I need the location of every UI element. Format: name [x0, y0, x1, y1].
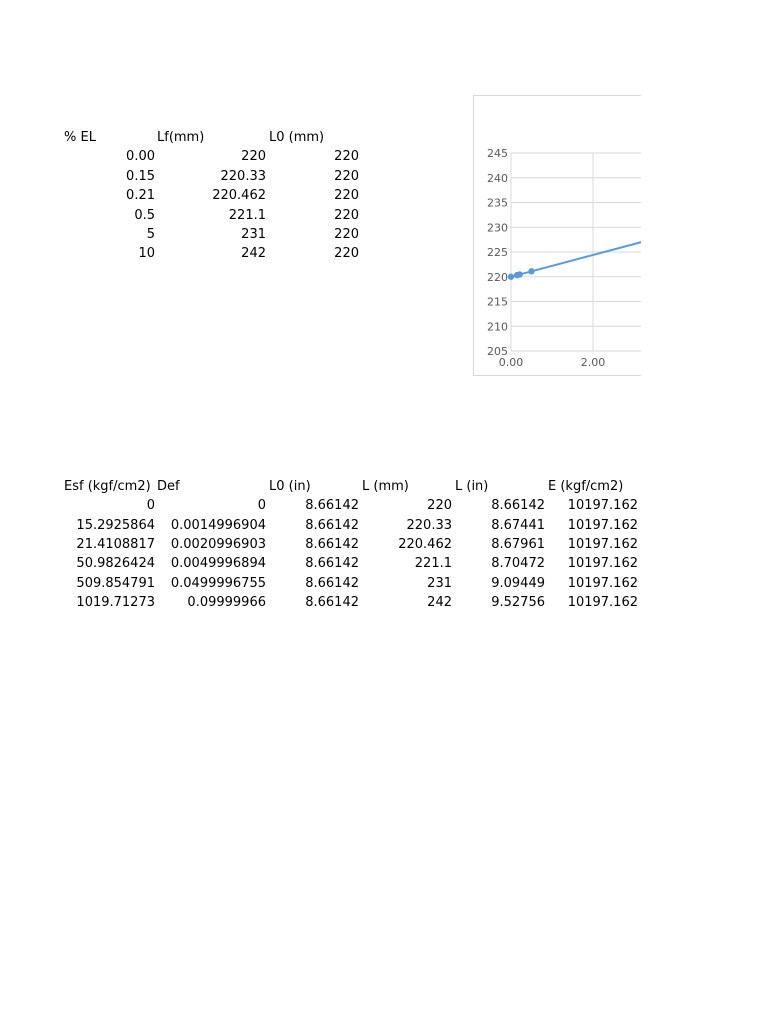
table2-cell: 0.0014996904: [170, 517, 266, 533]
table2-header-5: L (in): [455, 479, 489, 494]
y-tick-label: 245: [487, 147, 508, 160]
table2-cell: 50.9826424: [76, 556, 155, 572]
table2-header-6: E (kgf/cm2): [548, 479, 624, 494]
y-tick-label: 235: [487, 196, 508, 210]
table1-cell: 220.462: [212, 188, 266, 204]
chart-plot: [474, 96, 641, 375]
table2-cell: 0: [257, 498, 266, 514]
table2-cell: 0.0499996755: [170, 575, 266, 591]
y-tick-label: 210: [487, 320, 508, 334]
table2-cell: 221.1: [414, 556, 452, 572]
table2-cell: 15.2925864: [76, 517, 155, 533]
table1-cell: 0.21: [126, 188, 155, 204]
data-point[interactable]: [516, 271, 522, 277]
table2-cell: 10197.162: [567, 556, 638, 572]
table2-cell: 8.67961: [491, 536, 545, 552]
table1-cell: 0.5: [134, 207, 155, 223]
table2-cell: 21.4108817: [76, 536, 155, 552]
table1-header-2: Lf(mm): [157, 130, 205, 145]
table2-cell: 1019.71273: [76, 594, 155, 610]
y-tick-label: 220: [487, 270, 508, 284]
table2-cell: 509.854791: [76, 575, 155, 591]
table1-cell: 220: [241, 149, 266, 165]
table2-cell: 220.33: [406, 517, 452, 533]
table2-cell: 220.462: [398, 536, 452, 552]
table2-cell: 8.66142: [305, 594, 359, 610]
table2-cell: 9.52756: [491, 594, 545, 610]
table2-cell: 10197.162: [567, 594, 638, 610]
table2-cell: 0.0020996903: [170, 536, 266, 552]
table2-header-2: Def: [157, 479, 180, 494]
y-tick-label: 225: [487, 246, 508, 259]
table1-cell: 242: [241, 246, 266, 262]
table1-cell: 10: [138, 246, 155, 262]
table1-cell: 220: [334, 188, 359, 204]
table1-cell: 220: [334, 246, 359, 262]
table2-cell: 0.0049996894: [170, 556, 266, 572]
table1-cell: 220: [334, 227, 359, 242]
series-line: [511, 168, 641, 277]
table2-cell: 8.66142: [491, 498, 545, 514]
table1-cell: 220.33: [220, 168, 266, 184]
y-tick-label: 215: [487, 295, 508, 309]
table1-cell: 0.00: [126, 149, 155, 165]
y-tick-label: 230: [487, 221, 508, 235]
table2-cell: 9.09449: [491, 575, 545, 591]
table2-header-4: L (mm): [362, 479, 409, 494]
table1-cell: 0.15: [126, 168, 155, 184]
table2-cell: 10197.162: [567, 575, 638, 591]
table2-header-3: L0 (in): [269, 479, 311, 494]
table1-cell: 231: [241, 227, 266, 242]
table2-cell: 8.70472: [491, 556, 545, 572]
y-tick-label: 240: [487, 171, 508, 185]
table1-cell: 220: [334, 168, 359, 184]
data-point[interactable]: [508, 274, 514, 280]
table2-cell: 8.66142: [305, 498, 359, 514]
table2-cell: 220: [427, 498, 452, 514]
table1-cell: 5: [146, 227, 155, 242]
y-tick-label: 205: [487, 345, 508, 358]
table1-cell: 220: [334, 149, 359, 165]
elongation-chart[interactable]: [473, 95, 641, 376]
x-tick-label: 0.00: [498, 356, 524, 369]
x-tick-label: 2.00: [580, 356, 606, 369]
table2-cell: 0: [146, 498, 155, 514]
table2-cell: 8.66142: [305, 556, 359, 572]
table1-cell: 221.1: [228, 207, 266, 223]
table1-header-1: % EL: [64, 130, 96, 145]
table1-cell: 220: [334, 207, 359, 223]
table2-cell: 231: [427, 575, 452, 591]
table2-cell: 8.66142: [305, 536, 359, 552]
table2-cell: 0.09999966: [187, 594, 266, 610]
data-point[interactable]: [528, 268, 534, 274]
table1-header-3: L0 (mm): [269, 130, 325, 145]
table2-header-1: Esf (kgf/cm2): [64, 479, 151, 494]
table2-cell: 8.66142: [305, 517, 359, 533]
table2-cell: 10197.162: [567, 498, 638, 514]
table2-cell: 8.66142: [305, 575, 359, 591]
table2-cell: 10197.162: [567, 517, 638, 533]
table2-cell: 242: [427, 594, 452, 610]
table2-cell: 10197.162: [567, 536, 638, 552]
table2-cell: 8.67441: [491, 517, 545, 533]
